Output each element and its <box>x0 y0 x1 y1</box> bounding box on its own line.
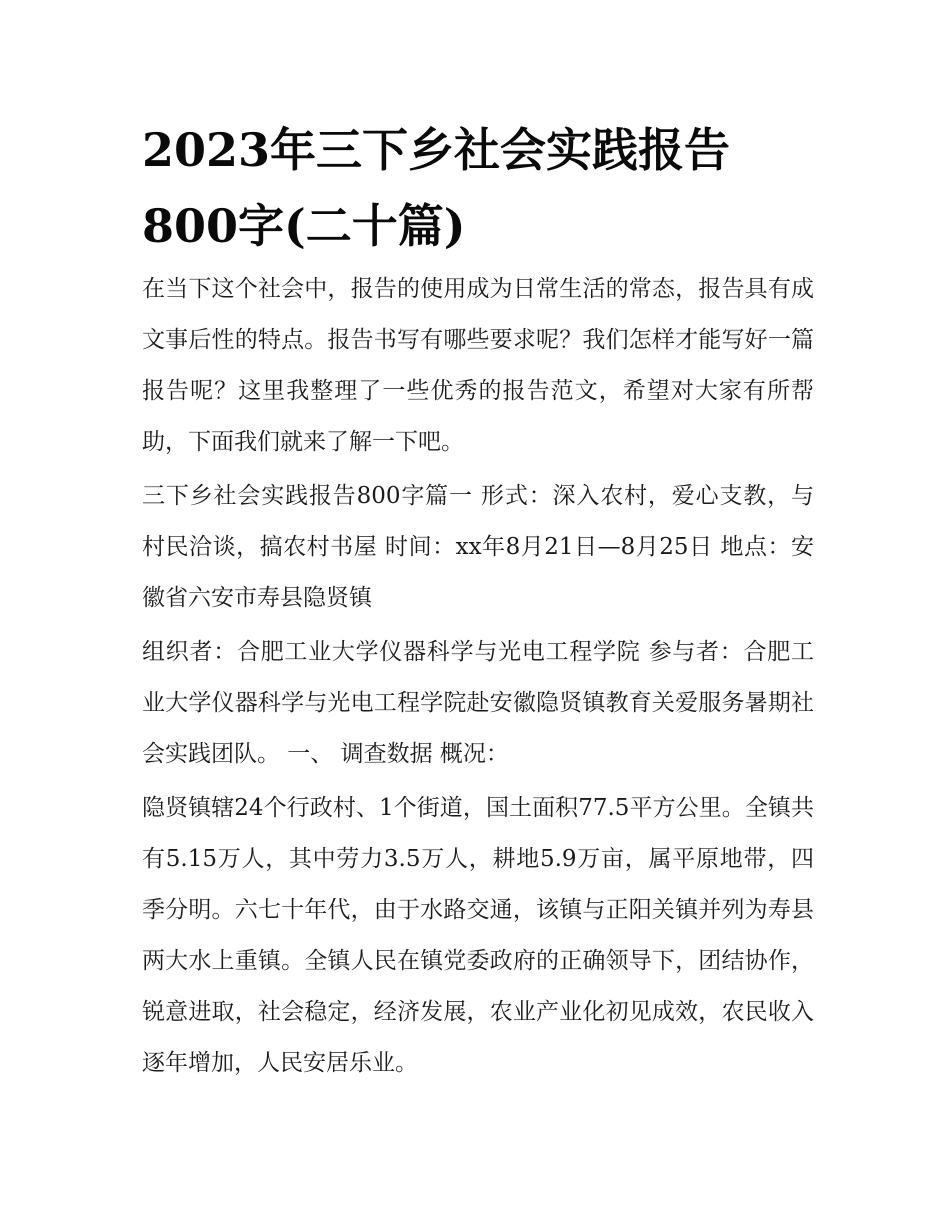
intro-paragraph: 在当下这个社会中，报告的使用成为日常生活的常态，报告具有成文事后性的特点。报告书写有哪些要求呢？我们怎样才能写好一篇报告呢？这里我整理了一些优秀的报告范文，希望对大家有所帮助，下面我们就来了解一下吧。 <box>142 276 814 455</box>
title-line-2: 800字(二十篇) <box>142 199 466 253</box>
document-page <box>142 112 814 1089</box>
practice-info-paragraph: 三下乡社会实践报告800字篇一 形式：深入农村，爱心支教，与村民洽谈，搞农村书屋 时间：xx年8月21日—8月25日 地点：安徽省六安市寿县隐贤镇 <box>142 483 814 611</box>
document-title <box>142 112 814 264</box>
organizer-paragraph: 组织者：合肥工业大学仪器科学与光电工程学院 参与者：合肥工业大学仪器科学与光电工程学院赴安徽隐贤镇教育关爱服务暑期社会实践团队。 一、 调查数据 概况： <box>142 639 814 767</box>
town-overview-paragraph: 隐贤镇辖24个行政村、1个街道，国土面积77.5平方公里。全镇共有5.15万人，其中劳力3.5万人，耕地5.9万亩，属平原地带，四季分明。六七十年代，由于水路交通，该镇与正阳关镇并列为寿县两大水上重镇。全镇人民在镇党委政府的正确领导下，团结协作，锐意进取，社会稳定，经济发展，农业产业化初见成效，农民收入逐年增加，人民安居乐业。 <box>142 795 814 1076</box>
title-line-1: 2023年三下乡社会实践报告 <box>142 123 731 177</box>
